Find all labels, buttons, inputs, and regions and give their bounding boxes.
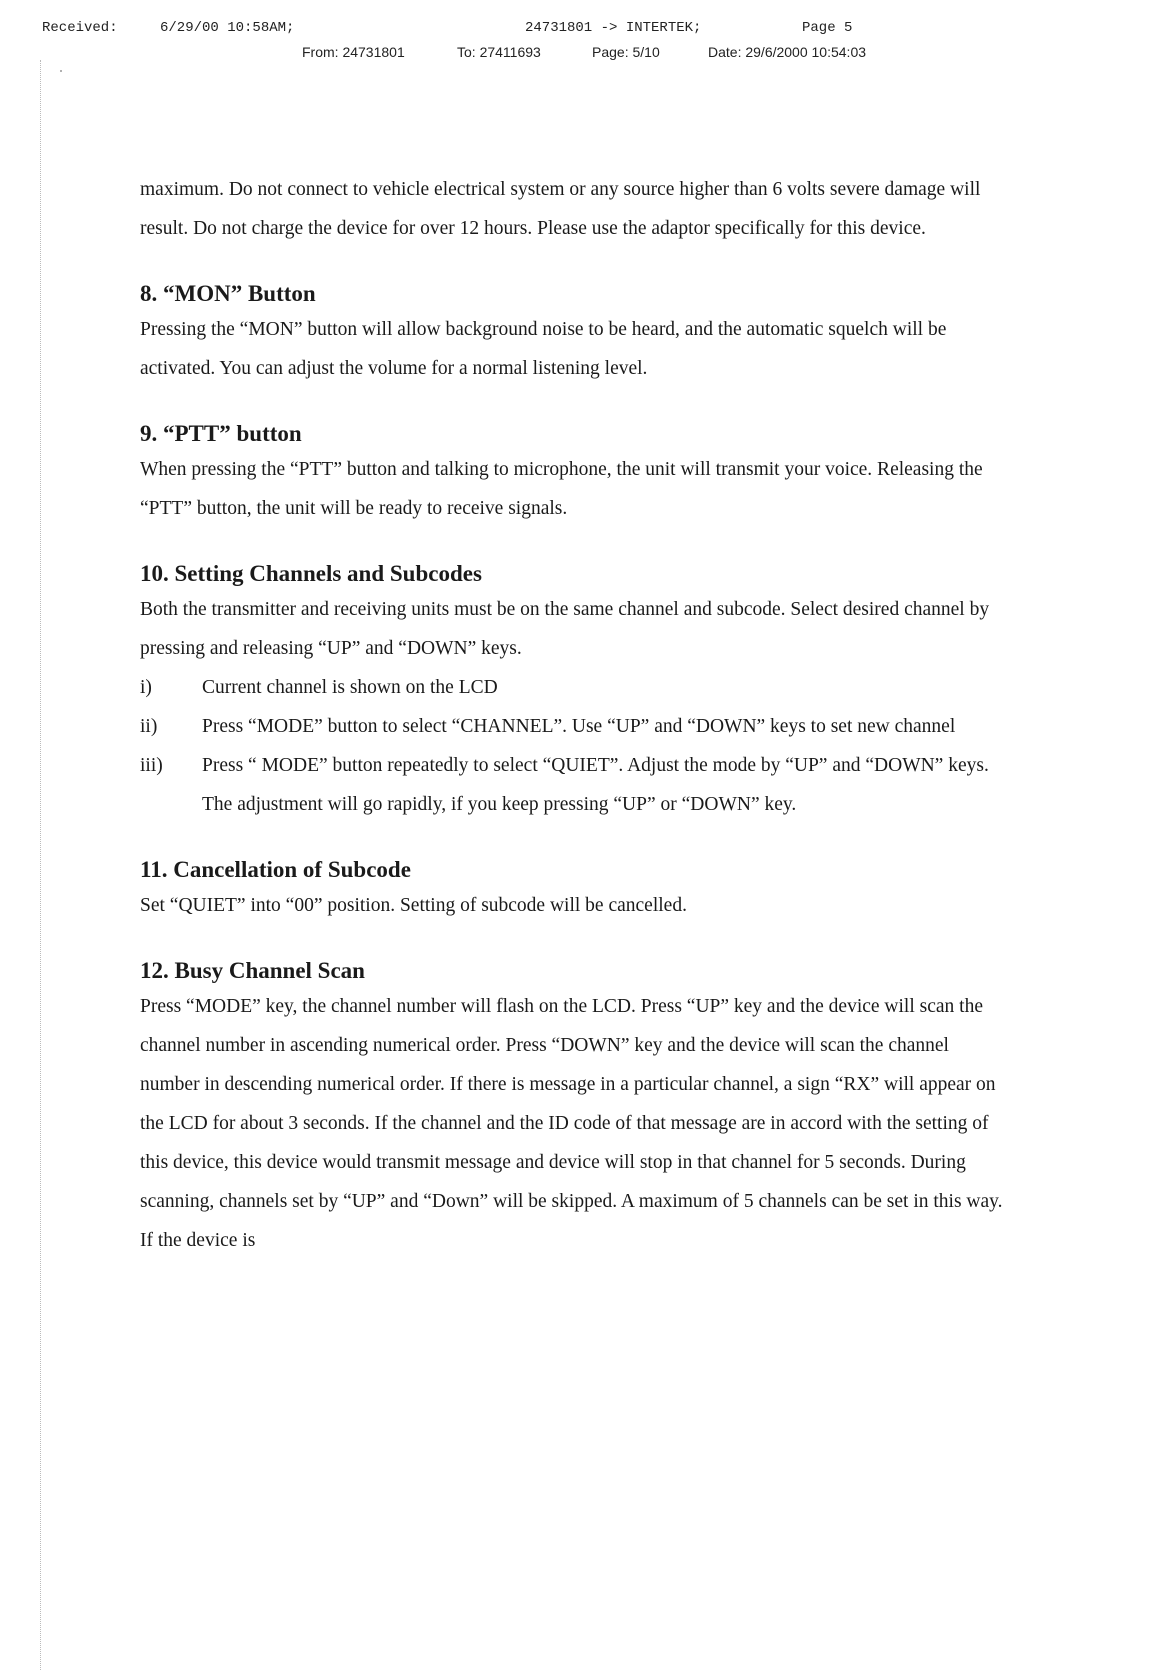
list-item (140, 668, 1010, 707)
fax-from: From: 24731801 (302, 44, 405, 60)
fax-to: To: 27411693 (457, 44, 541, 60)
list-item-text: Current channel is shown on the LCD (202, 677, 498, 698)
list-item (140, 707, 1010, 746)
list-item-number: ii) (140, 716, 158, 737)
section-heading-ptt: 9. “PTT” button (140, 421, 302, 446)
list-item-text: Press “ MODE” button repeatedly to select “QUIET”. Adjust the mode by “UP” and “DOWN” keys. The adjustment will go rapidly, if you keep pressing “UP” or “DOWN” key. (202, 755, 989, 815)
section-heading-cancel: 11. Cancellation of Subcode (140, 857, 411, 882)
fax-route: 24731801 -> INTERTEK; (525, 20, 702, 36)
fax-page: Page 5 (802, 20, 853, 36)
section-body-ptt: When pressing the “PTT” button and talking to microphone, the unit will transmit your voice. Releasing the “PTT” button, the unit will be ready to receive signals. (140, 459, 983, 519)
section-heading-mon: 8. “MON” Button (140, 281, 316, 306)
section-body-channels: Both the transmitter and receiving units must be on the same channel and subcode. Select desired channel by pressing and releasing “UP” and “DOWN” keys. (140, 599, 990, 659)
document-body (140, 170, 1010, 1260)
list-item (140, 746, 1010, 824)
fax-received-label: Received: (42, 20, 118, 36)
list-item-number: iii) (140, 755, 163, 776)
section-heading-scan: 12. Busy Channel Scan (140, 958, 365, 983)
section-body-scan: Press “MODE” key, the channel number will flash on the LCD. Press “UP” key and the device will scan the channel number in ascending numerical order. Press “DOWN” key and the device will scan the channel number in descending numerical order. If there is message in a particular channel, a sign “RX” will appear on the LCD for about 3 seconds. If the channel and the ID code of that message are in accord with the setting of this device, this device would transmit message and device will stop in that channel for 5 seconds. During scanning, channels set by “UP” and “Down” will be skipped. A maximum of 5 channels can be set in this way. If the device is (140, 996, 1003, 1251)
section-heading-channels: 10. Setting Channels and Subcodes (140, 561, 482, 586)
fax-page-of: Page: 5/10 (592, 44, 660, 60)
scan-speck (60, 70, 62, 72)
intro-paragraph: maximum. Do not connect to vehicle electrical system or any source higher than 6 volts severe damage will result. Do not charge the device for over 12 hours. Please use the adaptor specifically for this device. (140, 179, 981, 239)
section-body-cancel: Set “QUIET” into “00” position. Setting of subcode will be cancelled. (140, 895, 687, 916)
fax-date: Date: 29/6/2000 10:54:03 (708, 44, 867, 60)
list-item-number: i) (140, 677, 152, 698)
list-item-text: Press “MODE” button to select “CHANNEL”. Use “UP” and “DOWN” keys to set new channel (202, 716, 956, 737)
fax-header-line-1 (0, 20, 1174, 42)
page-edge-line (40, 60, 41, 1670)
fax-header-line-2 (0, 44, 1174, 66)
fax-received-datetime: 6/29/00 10:58AM; (160, 20, 295, 36)
section-body-mon: Pressing the “MON” button will allow background noise to be heard, and the automatic squelch will be activated. You can adjust the volume for a normal listening level. (140, 319, 947, 379)
